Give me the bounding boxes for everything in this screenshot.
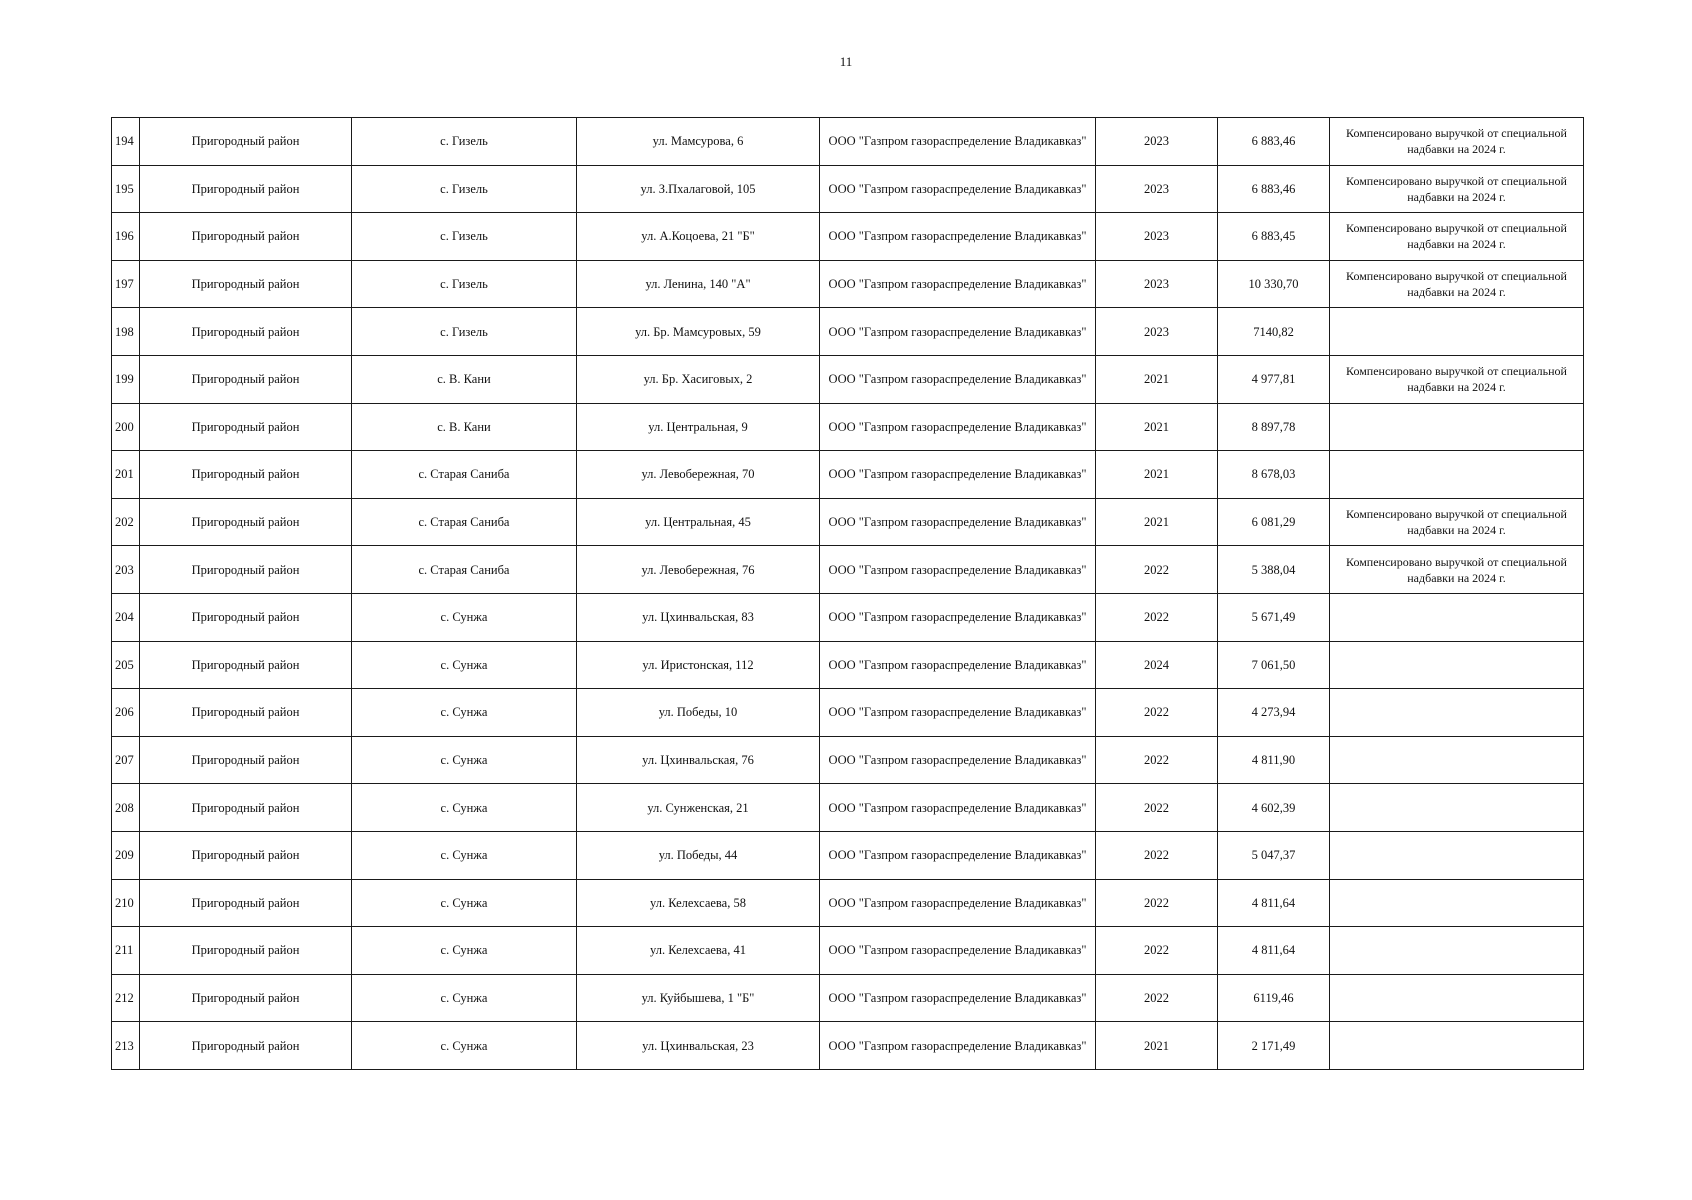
amount-cell: 6 081,29 <box>1218 498 1330 546</box>
note-cell: Компенсировано выручкой от специальной надбавки на 2024 г. <box>1330 546 1584 594</box>
amount-cell: 4 273,94 <box>1218 689 1330 737</box>
amount-cell: 5 671,49 <box>1218 593 1330 641</box>
address-cell: ул. Мамсурова, 6 <box>577 118 820 166</box>
district-cell: Пригородный район <box>140 213 352 261</box>
row-number-cell: 200 <box>112 403 140 451</box>
amount-cell: 4 811,64 <box>1218 879 1330 927</box>
year-cell: 2022 <box>1096 593 1218 641</box>
organization-cell: ООО "Газпром газораспределение Владикавказ" <box>820 165 1096 213</box>
settlement-cell: с. Старая Саниба <box>352 451 577 499</box>
note-cell <box>1330 784 1584 832</box>
organization-cell: ООО "Газпром газораспределение Владикавказ" <box>820 355 1096 403</box>
settlement-cell: с. Гизель <box>352 165 577 213</box>
amount-cell: 5 388,04 <box>1218 546 1330 594</box>
address-cell: ул. Цхинвальская, 23 <box>577 1022 820 1070</box>
organization-cell: ООО "Газпром газораспределение Владикавказ" <box>820 689 1096 737</box>
note-cell <box>1330 831 1584 879</box>
table-row <box>112 355 1584 403</box>
table-row <box>112 498 1584 546</box>
amount-cell: 7140,82 <box>1218 308 1330 356</box>
table-row <box>112 451 1584 499</box>
settlement-cell: с. Сунжа <box>352 689 577 737</box>
amount-cell: 8 897,78 <box>1218 403 1330 451</box>
note-cell <box>1330 689 1584 737</box>
address-cell: ул. Бр. Мамсуровых, 59 <box>577 308 820 356</box>
row-number-cell: 207 <box>112 736 140 784</box>
row-number-cell: 204 <box>112 593 140 641</box>
address-cell: ул. Куйбышева, 1 "Б" <box>577 974 820 1022</box>
table-row <box>112 593 1584 641</box>
year-cell: 2021 <box>1096 451 1218 499</box>
district-cell: Пригородный район <box>140 1022 352 1070</box>
settlement-cell: с. Гизель <box>352 118 577 166</box>
year-cell: 2023 <box>1096 213 1218 261</box>
note-cell: Компенсировано выручкой от специальной надбавки на 2024 г. <box>1330 260 1584 308</box>
table-row <box>112 927 1584 975</box>
year-cell: 2021 <box>1096 355 1218 403</box>
address-cell: ул. Иристонская, 112 <box>577 641 820 689</box>
note-cell <box>1330 641 1584 689</box>
note-cell: Компенсировано выручкой от специальной надбавки на 2024 г. <box>1330 355 1584 403</box>
organization-cell: ООО "Газпром газораспределение Владикавказ" <box>820 403 1096 451</box>
amount-cell: 4 811,90 <box>1218 736 1330 784</box>
address-cell: ул. Центральная, 9 <box>577 403 820 451</box>
district-cell: Пригородный район <box>140 451 352 499</box>
organization-cell: ООО "Газпром газораспределение Владикавказ" <box>820 213 1096 261</box>
settlement-cell: с. В. Кани <box>352 403 577 451</box>
table-row <box>112 403 1584 451</box>
district-cell: Пригородный район <box>140 831 352 879</box>
settlement-cell: с. Сунжа <box>352 831 577 879</box>
row-number-cell: 202 <box>112 498 140 546</box>
amount-cell: 6119,46 <box>1218 974 1330 1022</box>
table-row <box>112 260 1584 308</box>
settlement-cell: с. Сунжа <box>352 736 577 784</box>
settlement-cell: с. Сунжа <box>352 879 577 927</box>
district-cell: Пригородный район <box>140 165 352 213</box>
gas-objects-table <box>111 117 1584 1070</box>
table-row <box>112 308 1584 356</box>
table-row <box>112 641 1584 689</box>
year-cell: 2022 <box>1096 736 1218 784</box>
year-cell: 2021 <box>1096 403 1218 451</box>
year-cell: 2022 <box>1096 546 1218 594</box>
address-cell: ул. Победы, 10 <box>577 689 820 737</box>
district-cell: Пригородный район <box>140 403 352 451</box>
row-number-cell: 197 <box>112 260 140 308</box>
settlement-cell: с. Сунжа <box>352 641 577 689</box>
address-cell: ул. Ленина, 140 "А" <box>577 260 820 308</box>
address-cell: ул. Цхинвальская, 76 <box>577 736 820 784</box>
settlement-cell: с. Сунжа <box>352 1022 577 1070</box>
table-row <box>112 879 1584 927</box>
organization-cell: ООО "Газпром газораспределение Владикавказ" <box>820 546 1096 594</box>
row-number-cell: 205 <box>112 641 140 689</box>
row-number-cell: 194 <box>112 118 140 166</box>
note-cell: Компенсировано выручкой от специальной надбавки на 2024 г. <box>1330 213 1584 261</box>
year-cell: 2022 <box>1096 879 1218 927</box>
amount-cell: 6 883,46 <box>1218 118 1330 166</box>
district-cell: Пригородный район <box>140 498 352 546</box>
note-cell <box>1330 927 1584 975</box>
amount-cell: 6 883,46 <box>1218 165 1330 213</box>
organization-cell: ООО "Газпром газораспределение Владикавказ" <box>820 593 1096 641</box>
organization-cell: ООО "Газпром газораспределение Владикавказ" <box>820 736 1096 784</box>
district-cell: Пригородный район <box>140 546 352 594</box>
row-number-cell: 212 <box>112 974 140 1022</box>
year-cell: 2023 <box>1096 260 1218 308</box>
table-row <box>112 546 1584 594</box>
address-cell: ул. Келехсаева, 58 <box>577 879 820 927</box>
row-number-cell: 195 <box>112 165 140 213</box>
settlement-cell: с. Гизель <box>352 260 577 308</box>
organization-cell: ООО "Газпром газораспределение Владикавказ" <box>820 927 1096 975</box>
row-number-cell: 209 <box>112 831 140 879</box>
organization-cell: ООО "Газпром газораспределение Владикавказ" <box>820 118 1096 166</box>
row-number-cell: 203 <box>112 546 140 594</box>
note-cell <box>1330 308 1584 356</box>
row-number-cell: 206 <box>112 689 140 737</box>
year-cell: 2024 <box>1096 641 1218 689</box>
row-number-cell: 210 <box>112 879 140 927</box>
note-cell <box>1330 403 1584 451</box>
table-body <box>112 118 1584 1070</box>
address-cell: ул. Левобережная, 76 <box>577 546 820 594</box>
address-cell: ул. Бр. Хасиговых, 2 <box>577 355 820 403</box>
year-cell: 2022 <box>1096 974 1218 1022</box>
row-number-cell: 198 <box>112 308 140 356</box>
year-cell: 2023 <box>1096 165 1218 213</box>
district-cell: Пригородный район <box>140 593 352 641</box>
district-cell: Пригородный район <box>140 736 352 784</box>
year-cell: 2022 <box>1096 927 1218 975</box>
note-cell <box>1330 1022 1584 1070</box>
page-number: 11 <box>839 54 853 69</box>
district-cell: Пригородный район <box>140 355 352 403</box>
address-cell: ул. Левобережная, 70 <box>577 451 820 499</box>
row-number-cell: 208 <box>112 784 140 832</box>
organization-cell: ООО "Газпром газораспределение Владикавказ" <box>820 831 1096 879</box>
amount-cell: 5 047,37 <box>1218 831 1330 879</box>
address-cell: ул. Центральная, 45 <box>577 498 820 546</box>
note-cell <box>1330 451 1584 499</box>
district-cell: Пригородный район <box>140 308 352 356</box>
district-cell: Пригородный район <box>140 784 352 832</box>
year-cell: 2023 <box>1096 308 1218 356</box>
year-cell: 2022 <box>1096 831 1218 879</box>
amount-cell: 4 811,64 <box>1218 927 1330 975</box>
year-cell: 2022 <box>1096 784 1218 832</box>
settlement-cell: с. Гизель <box>352 213 577 261</box>
organization-cell: ООО "Газпром газораспределение Владикавказ" <box>820 974 1096 1022</box>
row-number-cell: 199 <box>112 355 140 403</box>
settlement-cell: с. Сунжа <box>352 593 577 641</box>
table-row <box>112 1022 1584 1070</box>
amount-cell: 4 977,81 <box>1218 355 1330 403</box>
organization-cell: ООО "Газпром газораспределение Владикавказ" <box>820 1022 1096 1070</box>
amount-cell: 8 678,03 <box>1218 451 1330 499</box>
settlement-cell: с. Сунжа <box>352 974 577 1022</box>
table-row <box>112 213 1584 261</box>
row-number-cell: 213 <box>112 1022 140 1070</box>
address-cell: ул. З.Пхалаговой, 105 <box>577 165 820 213</box>
table-row <box>112 784 1584 832</box>
address-cell: ул. Победы, 44 <box>577 831 820 879</box>
table-row <box>112 118 1584 166</box>
row-number-cell: 196 <box>112 213 140 261</box>
year-cell: 2021 <box>1096 1022 1218 1070</box>
note-cell <box>1330 736 1584 784</box>
amount-cell: 10 330,70 <box>1218 260 1330 308</box>
row-number-cell: 211 <box>112 927 140 975</box>
address-cell: ул. Келехсаева, 41 <box>577 927 820 975</box>
organization-cell: ООО "Газпром газораспределение Владикавказ" <box>820 498 1096 546</box>
year-cell: 2023 <box>1096 118 1218 166</box>
organization-cell: ООО "Газпром газораспределение Владикавказ" <box>820 641 1096 689</box>
district-cell: Пригородный район <box>140 879 352 927</box>
row-number-cell: 201 <box>112 451 140 499</box>
district-cell: Пригородный район <box>140 641 352 689</box>
organization-cell: ООО "Газпром газораспределение Владикавказ" <box>820 260 1096 308</box>
amount-cell: 6 883,45 <box>1218 213 1330 261</box>
note-cell <box>1330 974 1584 1022</box>
amount-cell: 4 602,39 <box>1218 784 1330 832</box>
settlement-cell: с. Старая Саниба <box>352 546 577 594</box>
settlement-cell: с. Сунжа <box>352 927 577 975</box>
district-cell: Пригородный район <box>140 260 352 308</box>
note-cell <box>1330 879 1584 927</box>
table-row <box>112 736 1584 784</box>
table-row <box>112 831 1584 879</box>
district-cell: Пригородный район <box>140 689 352 737</box>
district-cell: Пригородный район <box>140 974 352 1022</box>
settlement-cell: с. Гизель <box>352 308 577 356</box>
amount-cell: 2 171,49 <box>1218 1022 1330 1070</box>
settlement-cell: с. В. Кани <box>352 355 577 403</box>
amount-cell: 7 061,50 <box>1218 641 1330 689</box>
year-cell: 2022 <box>1096 689 1218 737</box>
table-row <box>112 165 1584 213</box>
address-cell: ул. А.Коцоева, 21 "Б" <box>577 213 820 261</box>
table-row <box>112 689 1584 737</box>
table-row <box>112 974 1584 1022</box>
address-cell: ул. Сунженская, 21 <box>577 784 820 832</box>
note-cell: Компенсировано выручкой от специальной надбавки на 2024 г. <box>1330 165 1584 213</box>
note-cell: Компенсировано выручкой от специальной надбавки на 2024 г. <box>1330 118 1584 166</box>
organization-cell: ООО "Газпром газораспределение Владикавказ" <box>820 308 1096 356</box>
note-cell: Компенсировано выручкой от специальной надбавки на 2024 г. <box>1330 498 1584 546</box>
settlement-cell: с. Сунжа <box>352 784 577 832</box>
district-cell: Пригородный район <box>140 927 352 975</box>
organization-cell: ООО "Газпром газораспределение Владикавказ" <box>820 451 1096 499</box>
organization-cell: ООО "Газпром газораспределение Владикавказ" <box>820 784 1096 832</box>
address-cell: ул. Цхинвальская, 83 <box>577 593 820 641</box>
organization-cell: ООО "Газпром газораспределение Владикавказ" <box>820 879 1096 927</box>
year-cell: 2021 <box>1096 498 1218 546</box>
district-cell: Пригородный район <box>140 118 352 166</box>
note-cell <box>1330 593 1584 641</box>
settlement-cell: с. Старая Саниба <box>352 498 577 546</box>
